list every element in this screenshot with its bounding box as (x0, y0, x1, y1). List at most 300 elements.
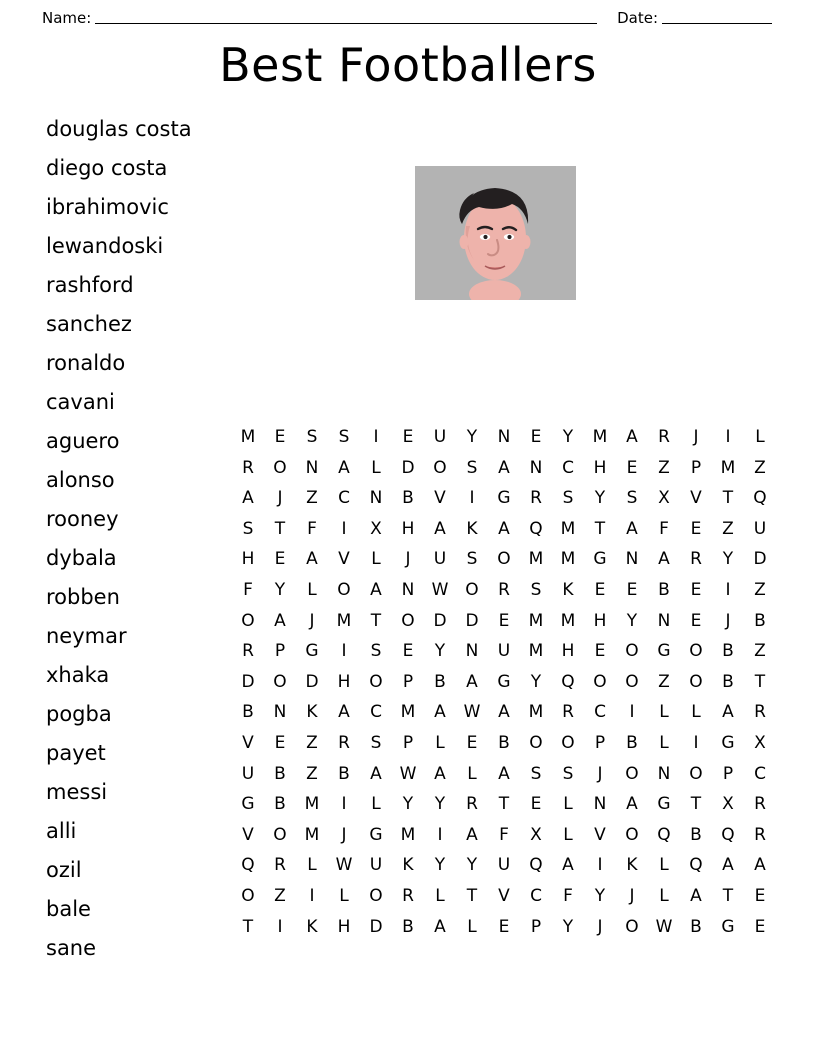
date-field[interactable] (662, 11, 772, 24)
date-label: Date: (617, 9, 658, 27)
grid-cell: O (625, 641, 639, 662)
grid-cell: R (754, 702, 766, 723)
grid-cell: M (560, 549, 576, 570)
grid-cell: M (720, 457, 736, 478)
grid-cell: N (369, 488, 383, 509)
grid-cell: Z (754, 457, 766, 478)
grid-cell: X (754, 732, 766, 753)
grid-cell: M (528, 610, 544, 631)
grid-cell: G (721, 732, 735, 753)
grid-cell: V (594, 824, 606, 845)
grid-cell: I (693, 732, 699, 753)
grid-cell: B (402, 488, 414, 509)
grid-cell: K (402, 855, 414, 876)
grid-cell: S (242, 518, 254, 539)
grid-cell: L (563, 824, 573, 845)
grid-cell: O (273, 824, 287, 845)
grid-cell: J (341, 824, 347, 845)
grid-cell: E (594, 579, 606, 600)
grid-cell: O (625, 671, 639, 692)
grid-cell: P (594, 732, 606, 753)
grid-cell: P (274, 641, 286, 662)
grid-cell: B (626, 732, 638, 753)
grid-cell: B (274, 794, 286, 815)
grid-cell: T (274, 518, 286, 539)
grid-cell: G (657, 641, 671, 662)
grid-cell: G (369, 824, 383, 845)
grid-cell: M (592, 427, 608, 447)
grid-cell: Y (402, 794, 414, 815)
grid-cell: E (754, 916, 766, 937)
grid-cell: A (626, 794, 638, 815)
grid-cell: G (657, 794, 671, 815)
grid-cell: B (338, 763, 350, 784)
grid-cell: B (690, 916, 702, 937)
grid-cell: N (657, 763, 671, 784)
grid-cell: Z (306, 732, 318, 753)
grid-cell: Z (658, 671, 670, 692)
grid-cell: J (597, 763, 603, 784)
grid-cell: V (242, 732, 254, 753)
grid-cell: O (337, 579, 351, 600)
grid-cell: N (465, 641, 479, 662)
grid-cell: H (337, 671, 351, 692)
grid-cell: O (273, 457, 287, 478)
grid-cell: Q (241, 855, 255, 876)
grid-cell: Y (434, 794, 446, 815)
grid-cell: C (338, 488, 350, 509)
grid-cell: J (277, 488, 283, 509)
word-list-item: xhaka (46, 663, 110, 687)
grid-cell (776, 453, 808, 484)
grid-cell: A (722, 855, 734, 876)
grid-cell (776, 483, 808, 514)
grid-cell: N (273, 702, 287, 723)
grid-cell: Y (562, 916, 574, 937)
word-list-item: rooney (46, 507, 119, 531)
grid-cell: G (241, 794, 255, 815)
grid-cell: S (338, 427, 350, 447)
grid-cell: R (754, 794, 766, 815)
grid-cell: S (562, 488, 574, 509)
grid-cell: M (560, 610, 576, 631)
word-list-item: aguero (46, 429, 120, 453)
grid-cell: S (370, 732, 382, 753)
grid-cell: Z (722, 518, 734, 539)
grid-cell: X (370, 518, 382, 539)
grid-cell: L (563, 794, 573, 815)
grid-cell: B (658, 579, 670, 600)
word-list-item: neymar (46, 624, 127, 648)
grid-cell: A (338, 702, 350, 723)
grid-cell: O (625, 824, 639, 845)
word-list-item: pogba (46, 702, 112, 726)
grid-cell (776, 697, 808, 728)
word-list (46, 110, 231, 968)
grid-cell: E (274, 732, 286, 753)
grid-cell: E (594, 641, 606, 662)
grid-cell: Z (306, 763, 318, 784)
footballer-portrait-image (415, 166, 576, 300)
grid-cell: I (469, 488, 475, 509)
grid-cell: M (528, 641, 544, 662)
grid-cell: S (466, 549, 478, 570)
grid-cell: L (467, 763, 477, 784)
grid-cell: K (306, 702, 318, 723)
grid-cell: W (463, 702, 481, 723)
grid-cell: P (722, 763, 734, 784)
grid-cell: V (498, 885, 510, 906)
grid-cell: M (400, 824, 416, 845)
grid-cell: I (373, 427, 379, 447)
grid-cell: O (369, 671, 383, 692)
grid-cell: I (597, 855, 603, 876)
grid-cell: U (753, 518, 767, 539)
grid-cell: J (693, 427, 699, 447)
grid-cell: L (339, 885, 349, 906)
grid-cell: L (435, 732, 445, 753)
word-list-item: rashford (46, 273, 134, 297)
grid-cell: O (241, 610, 255, 631)
grid-cell: X (658, 488, 670, 509)
grid-cell: A (498, 763, 510, 784)
grid-cell: A (722, 702, 734, 723)
grid-cell: E (690, 518, 702, 539)
grid-cell: D (369, 916, 383, 937)
grid-cell: N (657, 610, 671, 631)
grid-cell (776, 850, 808, 881)
grid-cell: Z (306, 488, 318, 509)
grid-cell: M (528, 702, 544, 723)
grid-cell: O (625, 916, 639, 937)
word-list-item: lewandoski (46, 234, 164, 258)
word-list-item: alli (46, 819, 77, 843)
grid-cell: X (530, 824, 542, 845)
grid-cell (776, 667, 808, 698)
word-list-item: cavani (46, 390, 115, 414)
grid-cell: I (341, 518, 347, 539)
grid-cell: K (626, 855, 638, 876)
grid-cell: T (594, 518, 606, 539)
grid-cell: Z (754, 579, 766, 600)
grid-cell: Y (562, 427, 574, 447)
grid-cell: E (498, 610, 510, 631)
grid-cell: G (497, 671, 511, 692)
grid-cell: O (465, 579, 479, 600)
grid-cell: Y (626, 610, 638, 631)
grid-cell: T (754, 671, 766, 692)
grid-cell: L (691, 702, 701, 723)
grid-cell: L (435, 885, 445, 906)
grid-cell: O (689, 763, 703, 784)
grid-cell: N (401, 579, 415, 600)
grid-cell (776, 881, 808, 912)
grid-cell: O (625, 763, 639, 784)
grid-cell: T (370, 610, 382, 631)
grid-cell: M (528, 549, 544, 570)
grid-cell: O (401, 610, 415, 631)
word-list-item: diego costa (46, 156, 168, 180)
grid-cell: A (370, 763, 382, 784)
grid-cell: L (371, 549, 381, 570)
grid-cell: B (690, 824, 702, 845)
grid-cell: O (433, 457, 447, 478)
word-list-item: douglas costa (46, 117, 192, 141)
name-field[interactable] (95, 11, 597, 24)
grid-cell: F (659, 518, 669, 539)
grid-cell: T (498, 794, 510, 815)
grid-cell: A (242, 488, 254, 509)
grid-cell: Z (658, 457, 670, 478)
grid-cell: M (304, 794, 320, 815)
grid-cell: B (754, 610, 766, 631)
grid-cell: B (722, 671, 734, 692)
grid-cell: O (561, 732, 575, 753)
grid-cell: L (307, 579, 317, 600)
grid-cell: B (402, 916, 414, 937)
grid-cell: U (497, 855, 511, 876)
grid-cell: A (498, 518, 510, 539)
grid-cell: T (466, 885, 478, 906)
grid-cell: L (659, 855, 669, 876)
grid-cell: N (625, 549, 639, 570)
grid-cell: H (401, 518, 415, 539)
grid-cell: K (562, 579, 574, 600)
grid-cell: O (529, 732, 543, 753)
grid-cell: S (466, 457, 478, 478)
grid-cell (776, 636, 808, 667)
grid-cell: V (434, 488, 446, 509)
grid-cell: A (498, 457, 510, 478)
grid-cell: Y (594, 488, 606, 509)
word-list-item: dybala (46, 546, 117, 570)
grid-cell (776, 606, 808, 637)
grid-cell: K (306, 916, 318, 937)
grid-cell: R (338, 732, 350, 753)
grid-cell: S (370, 641, 382, 662)
grid-cell: U (369, 855, 383, 876)
grid-cell: R (530, 488, 542, 509)
word-list-item: bale (46, 897, 91, 921)
grid-cell: A (274, 610, 286, 631)
grid-cell: R (402, 885, 414, 906)
grid-cell: H (241, 549, 255, 570)
grid-cell: J (597, 916, 603, 937)
grid-cell: P (402, 732, 414, 753)
grid-cell: A (434, 702, 446, 723)
grid-cell: I (629, 702, 635, 723)
grid-cell: I (725, 579, 731, 600)
grid-cell: S (626, 488, 638, 509)
grid-cell: S (562, 763, 574, 784)
grid-cell (776, 759, 808, 790)
grid-cell: J (309, 610, 315, 631)
grid-cell: W (655, 916, 673, 937)
grid-cell: L (467, 916, 477, 937)
grid-cell: L (307, 855, 317, 876)
grid-cell: A (466, 824, 478, 845)
grid-cell: Y (274, 579, 286, 600)
grid-cell: D (241, 671, 255, 692)
grid-cell: R (274, 855, 286, 876)
grid-cell: G (497, 488, 511, 509)
grid-cell: W (335, 855, 353, 876)
grid-cell: E (530, 427, 542, 447)
grid-cell: A (370, 579, 382, 600)
grid-cell: C (370, 702, 382, 723)
word-list-item: robben (46, 585, 120, 609)
grid-cell: P (690, 457, 702, 478)
grid-cell (776, 575, 808, 606)
word-search-grid (232, 422, 808, 942)
grid-cell (776, 728, 808, 759)
word-list-item: ozil (46, 858, 82, 882)
grid-cell: R (562, 702, 574, 723)
grid-cell: O (689, 671, 703, 692)
grid-cell: I (437, 824, 443, 845)
grid-cell: L (659, 732, 669, 753)
grid-cell: P (530, 916, 542, 937)
grid-cell: J (405, 549, 411, 570)
grid-cell: C (562, 457, 574, 478)
grid-cell: J (629, 885, 635, 906)
grid-cell: Q (529, 855, 543, 876)
grid-cell: L (371, 794, 381, 815)
grid-cell: E (466, 732, 478, 753)
grid-cell: M (304, 824, 320, 845)
grid-cell: D (305, 671, 319, 692)
grid-cell: T (722, 885, 734, 906)
grid-cell: U (433, 427, 447, 447)
grid-cell: G (305, 641, 319, 662)
grid-cell: X (722, 794, 734, 815)
grid-cell: Z (274, 885, 286, 906)
grid-cell: Q (689, 855, 703, 876)
grid-cell: T (242, 916, 254, 937)
grid-cell: E (754, 885, 766, 906)
grid-cell: I (277, 916, 283, 937)
grid-cell: R (690, 549, 702, 570)
grid-cell: F (307, 518, 317, 539)
grid-cell: Y (722, 549, 734, 570)
grid-cell: F (499, 824, 509, 845)
grid-cell: E (402, 641, 414, 662)
grid-cell: I (341, 794, 347, 815)
word-list-item: alonso (46, 468, 115, 492)
grid-cell: M (560, 518, 576, 539)
grid-cell: R (242, 641, 254, 662)
grid-cell: A (338, 457, 350, 478)
grid-cell: O (241, 885, 255, 906)
grid-cell: R (498, 579, 510, 600)
grid-cell: A (690, 885, 702, 906)
grid-cell: L (755, 427, 765, 447)
grid-cell: Z (754, 641, 766, 662)
grid-cell: L (659, 702, 669, 723)
grid-cell: V (338, 549, 350, 570)
grid-cell: C (754, 763, 766, 784)
grid-cell: D (433, 610, 447, 631)
grid-cell: H (337, 916, 351, 937)
grid-cell: A (498, 702, 510, 723)
grid-cell: I (341, 641, 347, 662)
grid-cell: P (402, 671, 414, 692)
grid-cell: A (434, 916, 446, 937)
grid-cell: G (593, 549, 607, 570)
grid-cell: F (243, 579, 253, 600)
grid-cell: Q (529, 518, 543, 539)
grid-cell: V (242, 824, 254, 845)
grid-cell: N (305, 457, 319, 478)
grid-cell: U (497, 641, 511, 662)
grid-cell: A (658, 549, 670, 570)
grid-cell: R (466, 794, 478, 815)
grid-cell: B (242, 702, 254, 723)
grid-cell: B (498, 732, 510, 753)
grid-cell: A (466, 671, 478, 692)
grid-cell: J (725, 610, 731, 631)
grid-cell: A (626, 518, 638, 539)
word-list-item: payet (46, 741, 106, 765)
grid-cell: B (434, 671, 446, 692)
grid-cell: H (593, 610, 607, 631)
word-list-item: ronaldo (46, 351, 126, 375)
grid-cell: E (626, 579, 638, 600)
grid-cell (776, 820, 808, 851)
grid-cell: E (690, 579, 702, 600)
grid-cell: L (371, 457, 381, 478)
grid-cell: O (593, 671, 607, 692)
grid-cell: K (466, 518, 478, 539)
grid-cell: Q (721, 824, 735, 845)
grid-cell: E (690, 610, 702, 631)
grid-cell: E (626, 457, 638, 478)
grid-cell (776, 789, 808, 820)
grid-cell: Q (561, 671, 575, 692)
grid-cell: M (336, 610, 352, 631)
grid-cell: L (659, 885, 669, 906)
grid-cell: T (690, 794, 702, 815)
page-title: Best Footballers (219, 38, 597, 92)
grid-cell (776, 544, 808, 575)
name-label: Name: (42, 9, 92, 27)
grid-cell: O (273, 671, 287, 692)
header (42, 0, 774, 26)
grid-cell: A (434, 763, 446, 784)
grid-cell: T (722, 488, 734, 509)
grid-cell: R (658, 427, 670, 447)
grid-cell: A (626, 427, 638, 447)
grid-cell: M (400, 702, 416, 723)
grid-cell: E (498, 916, 510, 937)
grid-cell: A (562, 855, 574, 876)
grid-cell: C (594, 702, 606, 723)
grid-cell: U (241, 763, 255, 784)
grid-cell: H (593, 457, 607, 478)
grid-cell: O (369, 885, 383, 906)
grid-cell: N (529, 457, 543, 478)
grid-cell: G (721, 916, 735, 937)
grid-cell: Q (753, 488, 767, 509)
grid-cell: O (689, 641, 703, 662)
grid-cell: N (497, 427, 511, 447)
grid-cell: B (274, 763, 286, 784)
grid-cell: E (274, 549, 286, 570)
grid-cell: Y (530, 671, 542, 692)
grid-cell: Y (434, 855, 446, 876)
grid-cell: M (240, 427, 256, 447)
grid-cell: D (401, 457, 415, 478)
